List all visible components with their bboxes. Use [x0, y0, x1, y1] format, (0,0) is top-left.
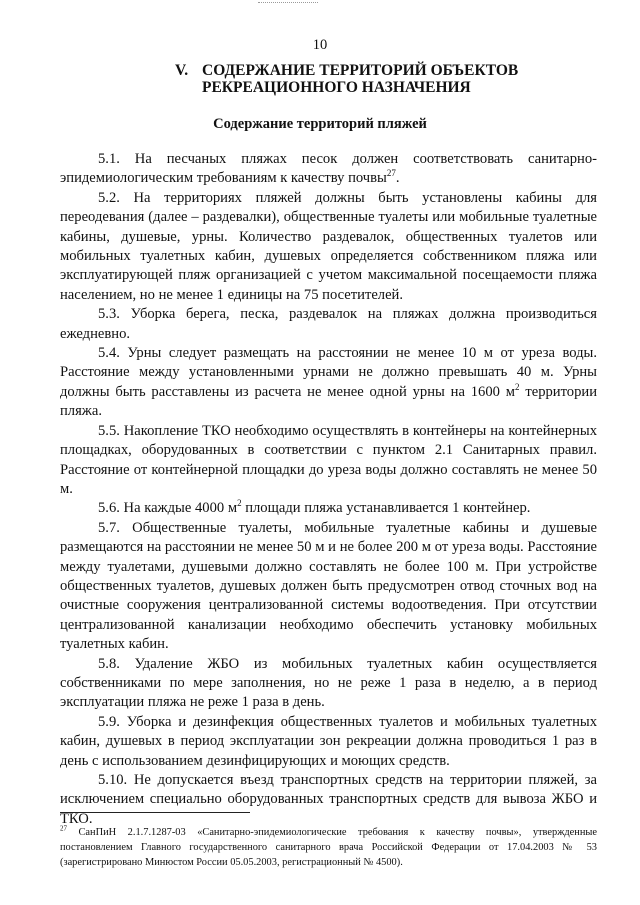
paragraph-5-4-text: 5.4. Урны следует размещать на расстоянии не менее 10 м от уреза воды. Расстояние между установленными урнами не должно превышать 40 м. Урны должны быть расставлены из расчета не менее одной урны на 1600 м	[60, 345, 597, 400]
paragraph-5-4-tail: территории пляжа.	[60, 383, 598, 420]
paragraph-5-4	[60, 344, 597, 422]
footnote	[60, 825, 597, 870]
superscript-2: 2	[237, 498, 242, 509]
scan-artifact	[258, 2, 318, 4]
paragraph-5-10: 5.10. Не допускается въезд транспортных средств на территории пляжей, за исключением специально оборудованных транспортных средств для вывоза ЖБО и ТКО.	[60, 772, 597, 827]
paragraph-5-3: 5.3. Уборка берега, песка, раздевалок на пляжах должна производиться ежедневно.	[60, 306, 597, 342]
paragraph-5-1-tail: .	[395, 170, 400, 187]
paragraph-5-2: 5.2. На территориях пляжей должны быть установлены кабины для переодевания (далее – раздевалки), общественные туалеты или мобильные туалетные кабины, душевые, урны. Количество раздевалок, общественных туалетов или мобильных туалетных кабин, душевых определяется собственником пляжа или эксплуатирующей пляж организацией с учетом максимальной посещаемости пляжа населением, но не менее 1 единицы на 75 посетителей.	[60, 189, 597, 303]
paragraph-5-6-tail: площади пляжа устанавливается 1 контейнер.	[241, 500, 531, 517]
footnote-separator	[60, 812, 250, 813]
footnote-reference: 27	[386, 168, 396, 179]
superscript-2: 2	[515, 382, 520, 393]
paragraph-5-6	[60, 499, 597, 518]
chapter-title-line1: СОДЕРЖАНИЕ ТЕРРИТОРИЙ ОБЪЕКТОВ	[202, 62, 519, 79]
paragraph-5-8: 5.8. Удаление ЖБО из мобильных туалетных кабин осуществляется собственниками по мере заполнения, но не реже 1 раза в неделю, а в период эксплуатации пляжа не реже 1 раза в день.	[60, 655, 597, 711]
footnote-text: СанПиН 2.1.7.1287-03 «Санитарно-эпидемиологические требования к качеству почвы», утвержденные постановлением Главного государственного санитарного врача Российской Федерации от 17.04.2003 № 53 (зарегистрировано Минюстом России 05.05.2003, регистрационный № 4500).	[60, 827, 597, 868]
section-title: Содержание территорий пляжей	[213, 116, 427, 132]
paragraph-5-5: 5.5. Накопление ТКО необходимо осуществлять в контейнеры на контейнерных площадках, оборудованных в соответствии с пунктом 2.1 Санитарных правил. Расстояние от контейнерной площадки до уреза воды должно составлять не менее 50 м.	[60, 422, 597, 497]
paragraph-5-1-text: 5.1. На песчаных пляжах песок должен соответствовать санитарно-эпидемиологическим требованиям к качеству почвы	[60, 151, 597, 187]
footnote-mark: 27	[60, 824, 67, 833]
document-body	[60, 150, 597, 829]
paragraph-5-9: 5.9. Уборка и дезинфекция общественных туалетов и мобильных туалетных кабин, душевых в период эксплуатации зон рекреации должна проводиться 1 раз в день с использованием дезинфицирующих и моющих средств.	[60, 713, 597, 769]
chapter-heading	[175, 62, 595, 96]
page-number: 10	[312, 37, 328, 53]
chapter-title-line2: РЕКРЕАЦИОННОГО НАЗНАЧЕНИЯ	[202, 79, 471, 96]
paragraph-5-6-text: 5.6. На каждые 4000 м	[98, 500, 238, 517]
paragraph-5-7: 5.7. Общественные туалеты, мобильные туалетные кабины и душевые размещаются на расстоянии не менее 50 м и не более 200 м от уреза воды. Расстояние между туалетами, душевыми должно составлять не более 100 м. При устройстве общественных туалетов, душевых должен быть предусмотрен отвод сточных вод на очистные сооружения централизованной системы водоотведения. При отсутствии централизованной канализации необходимо обеспечить установку мобильных туалетных кабин.	[60, 519, 597, 653]
chapter-number: V.	[175, 62, 189, 79]
paragraph-5-1	[60, 150, 597, 189]
